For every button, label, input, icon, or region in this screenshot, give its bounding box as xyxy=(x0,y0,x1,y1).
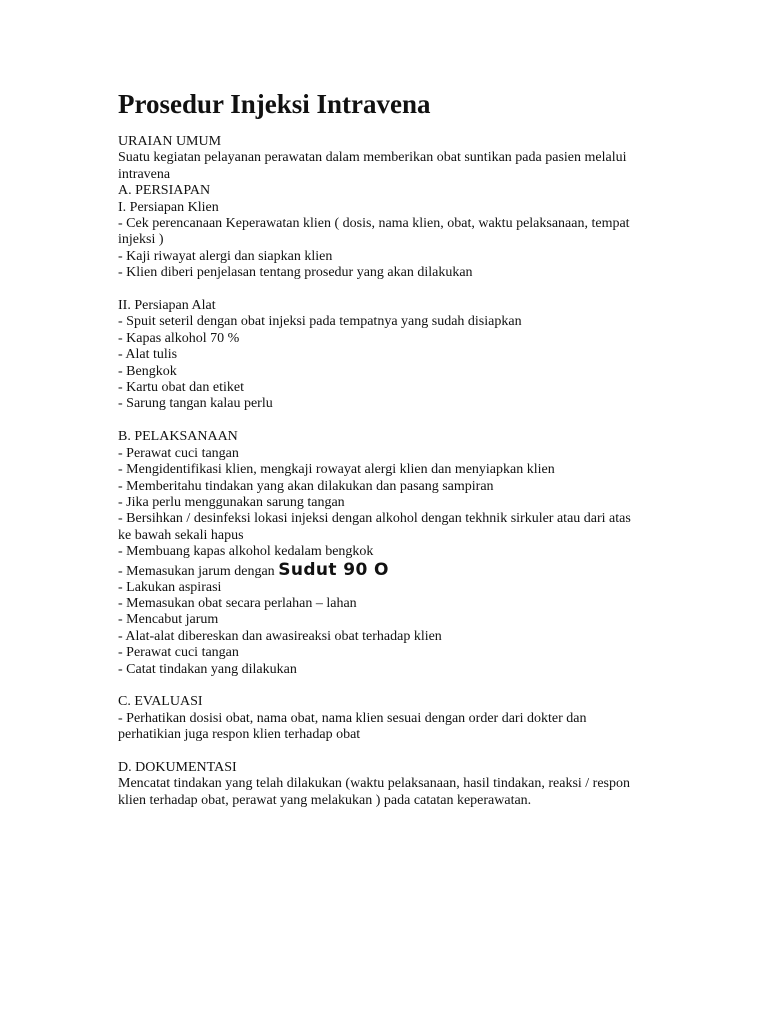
list-item: - Perawat cuci tangan xyxy=(118,445,239,461)
list-item: - Cek perencanaan Keperawatan klien ( dosis, nama klien, obat, waktu pelaksanaan, tempat xyxy=(118,216,630,232)
list-item: - Mencabut jarum xyxy=(118,612,219,628)
text-line: - Perhatikan dosisi obat, nama obat, nama klien sesuai dengan order dari dokter dan xyxy=(118,710,587,726)
list-item: - Kapas alkohol 70 % xyxy=(118,330,240,346)
list-item: - Catat tindakan yang dilakukan xyxy=(118,661,297,677)
list-item: ke bawah sekali hapus xyxy=(118,527,244,543)
needle-angle-emphasis: Sudut 90 O xyxy=(278,559,389,580)
subsection-heading-persiapan-alat: II. Persiapan Alat xyxy=(118,298,216,314)
list-item: - Jika perlu menggunakan sarung tangan xyxy=(118,494,345,510)
subsection-heading-persiapan-klien: I. Persiapan Klien xyxy=(118,199,219,215)
section-heading-pelaksanaan: B. PELAKSANAAN xyxy=(118,429,238,445)
spacer xyxy=(118,744,648,760)
list-item: - Memberitahu tindakan yang akan dilakukan dan pasang sampiran xyxy=(118,478,494,494)
document-body xyxy=(118,134,648,809)
list-item: - Bersihkan / desinfeksi lokasi injeksi dengan alkohol dengan tekhnik sirkuler atau dari atas xyxy=(118,511,631,527)
text-line: Mencatat tindakan yang telah dilakukan (waktu pelaksanaan, hasil tindakan, reaksi / respon xyxy=(118,776,630,792)
text-line: Suatu kegiatan pelayanan perawatan dalam memberikan obat suntikan pada pasien melalui xyxy=(118,150,627,166)
list-item-needle-angle xyxy=(118,560,648,580)
section-heading-persiapan: A. PERSIAPAN xyxy=(118,183,211,199)
section-heading-uraian: URAIAN UMUM xyxy=(118,134,222,149)
section-pelaksanaan xyxy=(118,429,648,678)
list-item: - Memasukan obat secara perlahan – lahan xyxy=(118,595,357,611)
section-evaluasi xyxy=(118,694,648,743)
section-uraian xyxy=(118,134,648,183)
list-item: - Kaji riwayat alergi dan siapkan klien xyxy=(118,248,333,264)
text-line: perhatikian juga respon klien terhadap obat xyxy=(118,727,361,743)
list-item: - Lakukan aspirasi xyxy=(118,579,222,595)
list-item: - Alat tulis xyxy=(118,347,178,363)
list-item: - Alat-alat dibereskan dan awasireaksi obat terhadap klien xyxy=(118,628,442,644)
section-dokumentasi xyxy=(118,760,648,809)
needle-prefix-text: - Memasukan jarum dengan xyxy=(118,563,279,579)
section-persiapan xyxy=(118,183,648,413)
spacer xyxy=(118,282,648,298)
section-heading-evaluasi: C. EVALUASI xyxy=(118,694,203,710)
list-item: - Spuit seteril dengan obat injeksi pada tempatnya yang sudah disiapkan xyxy=(118,314,522,330)
section-heading-dokumentasi: D. DOKUMENTASI xyxy=(118,759,237,775)
spacer xyxy=(118,413,648,429)
list-item: - Perawat cuci tangan xyxy=(118,645,239,661)
spacer xyxy=(118,678,648,694)
text-line: klien terhadap obat, perawat yang melakukan ) pada catatan keperawatan. xyxy=(118,792,532,808)
list-item: - Bengkok xyxy=(118,363,177,379)
list-item: injeksi ) xyxy=(118,232,164,248)
list-item: - Sarung tangan kalau perlu xyxy=(118,396,273,412)
page-title: Prosedur Injeksi Intravena xyxy=(118,89,431,119)
text-line: intravena xyxy=(118,166,171,182)
list-item: - Mengidentifikasi klien, mengkaji rowayat alergi klien dan menyiapkan klien xyxy=(118,462,555,478)
list-item: - Klien diberi penjelasan tentang prosedur yang akan dilakukan xyxy=(118,265,473,281)
list-item: - Kartu obat dan etiket xyxy=(118,380,244,396)
list-item: - Membuang kapas alkohol kedalam bengkok xyxy=(118,544,374,560)
